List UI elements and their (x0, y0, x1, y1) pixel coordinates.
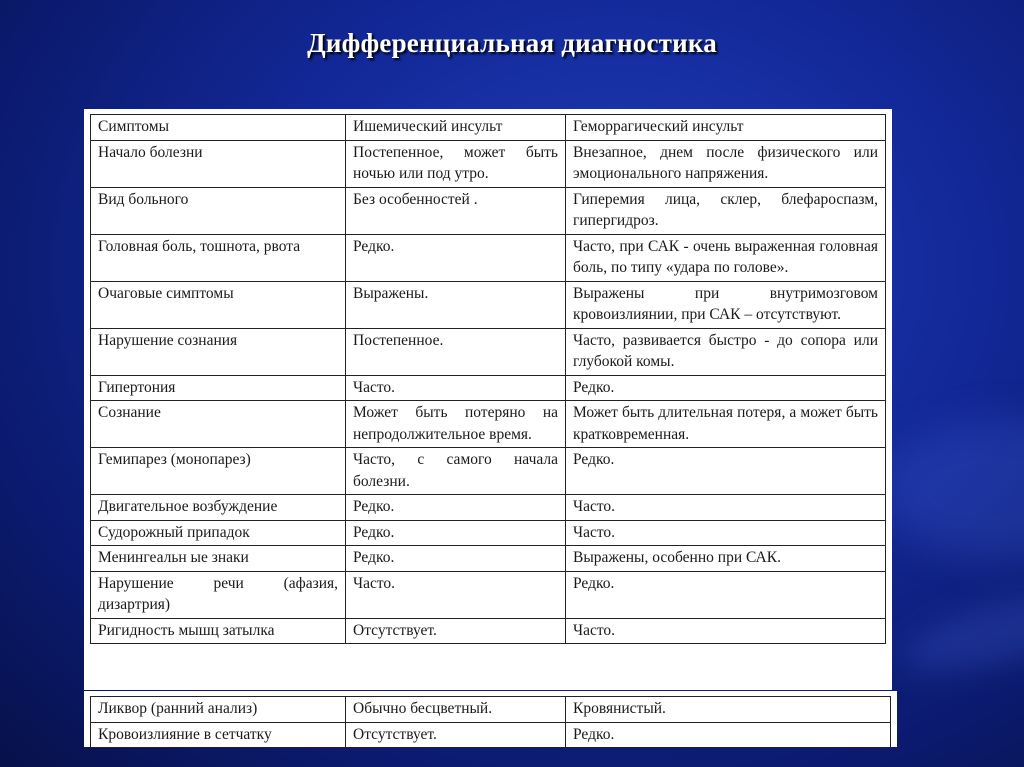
ischemic-cell: Отсутствует. (346, 618, 566, 644)
additional-table-panel (84, 691, 897, 747)
table-row (91, 187, 886, 234)
symptom-cell: Головная боль, тошнота, рвота (91, 234, 346, 281)
symptom-cell: Нарушение речи (афазия, дизартрия) (91, 571, 346, 618)
header-ischemic: Ишемический инсульт (346, 115, 566, 141)
table-row (91, 571, 886, 618)
hemorrhagic-cell: Часто. (566, 618, 886, 644)
symptom-cell: Нарушение сознания (91, 328, 346, 375)
ischemic-cell: Постепенное. (346, 328, 566, 375)
table-row (91, 281, 886, 328)
symptom-cell: Судорожный припадок (91, 520, 346, 546)
background-glow (880, 420, 1024, 560)
table-row (91, 234, 886, 281)
symptom-cell: Гемипарез (монопарез) (91, 448, 346, 495)
symptom-cell: Кровоизлияние в сетчатку (91, 722, 346, 748)
symptom-cell: Вид больного (91, 187, 346, 234)
table-row (91, 546, 886, 572)
ischemic-cell: Редко. (346, 495, 566, 521)
table-row (91, 401, 886, 448)
hemorrhagic-cell: Редко. (566, 722, 891, 748)
header-symptoms: Симптомы (91, 115, 346, 141)
hemorrhagic-cell: Внезапное, днем после физического или эмоционального напряжения. (566, 140, 886, 187)
ischemic-cell: Без особенностей . (346, 187, 566, 234)
ischemic-cell: Отсутствует. (346, 722, 566, 748)
header-hemorrhagic: Геморрагический инсульт (566, 115, 886, 141)
table-row (91, 495, 886, 521)
symptom-cell: Двигательное возбуждение (91, 495, 346, 521)
symptom-cell: Сознание (91, 401, 346, 448)
hemorrhagic-cell: Кровянистый. (566, 697, 891, 723)
hemorrhagic-cell: Выражены, особенно при САК. (566, 546, 886, 572)
table-row (91, 140, 886, 187)
hemorrhagic-cell: Часто. (566, 520, 886, 546)
table-row (91, 375, 886, 401)
symptom-cell: Ликвор (ранний анализ) (91, 697, 346, 723)
hemorrhagic-cell: Часто, при САК - очень выраженная головная боль, по типу «удара по голове». (566, 234, 886, 281)
comparison-table (90, 114, 886, 644)
ischemic-cell: Выражены. (346, 281, 566, 328)
slide-title: Дифференциальная диагностика (307, 28, 717, 58)
table-header-row (91, 115, 886, 141)
ischemic-cell: Постепенное, может быть ночью или под утро. (346, 140, 566, 187)
symptom-cell: Начало болезни (91, 140, 346, 187)
ischemic-cell: Часто. (346, 571, 566, 618)
ischemic-cell: Часто. (346, 375, 566, 401)
ischemic-cell: Может быть потеряно на непродолжительное время. (346, 401, 566, 448)
ischemic-cell: Обычно бесцветный. (346, 697, 566, 723)
symptom-cell: Гипертония (91, 375, 346, 401)
hemorrhagic-cell: Гиперемия лица, склер, блефароспазм, гипергидроз. (566, 187, 886, 234)
symptom-cell: Менингеальн ые знаки (91, 546, 346, 572)
table-row (91, 722, 891, 748)
symptom-cell: Ригидность мышц затылка (91, 618, 346, 644)
hemorrhagic-cell: Редко. (566, 448, 886, 495)
symptom-cell: Очаговые симптомы (91, 281, 346, 328)
ischemic-cell: Редко. (346, 234, 566, 281)
background-glow (896, 573, 1024, 688)
table-row (91, 618, 886, 644)
ischemic-cell: Редко. (346, 546, 566, 572)
additional-table (90, 696, 891, 748)
table-row (91, 697, 891, 723)
hemorrhagic-cell: Часто. (566, 495, 886, 521)
hemorrhagic-cell: Часто, развивается быстро - до сопора или глубокой комы. (566, 328, 886, 375)
ischemic-cell: Часто, с самого начала болезни. (346, 448, 566, 495)
table-row (91, 328, 886, 375)
ischemic-cell: Редко. (346, 520, 566, 546)
hemorrhagic-cell: Редко. (566, 375, 886, 401)
hemorrhagic-cell: Выражены при внутримозговом кровоизлиянии, при САК – отсутствуют. (566, 281, 886, 328)
table-row (91, 520, 886, 546)
hemorrhagic-cell: Может быть длительная потеря, а может быть кратковременная. (566, 401, 886, 448)
comparison-table-panel (84, 109, 892, 690)
hemorrhagic-cell: Редко. (566, 571, 886, 618)
table-row (91, 448, 886, 495)
